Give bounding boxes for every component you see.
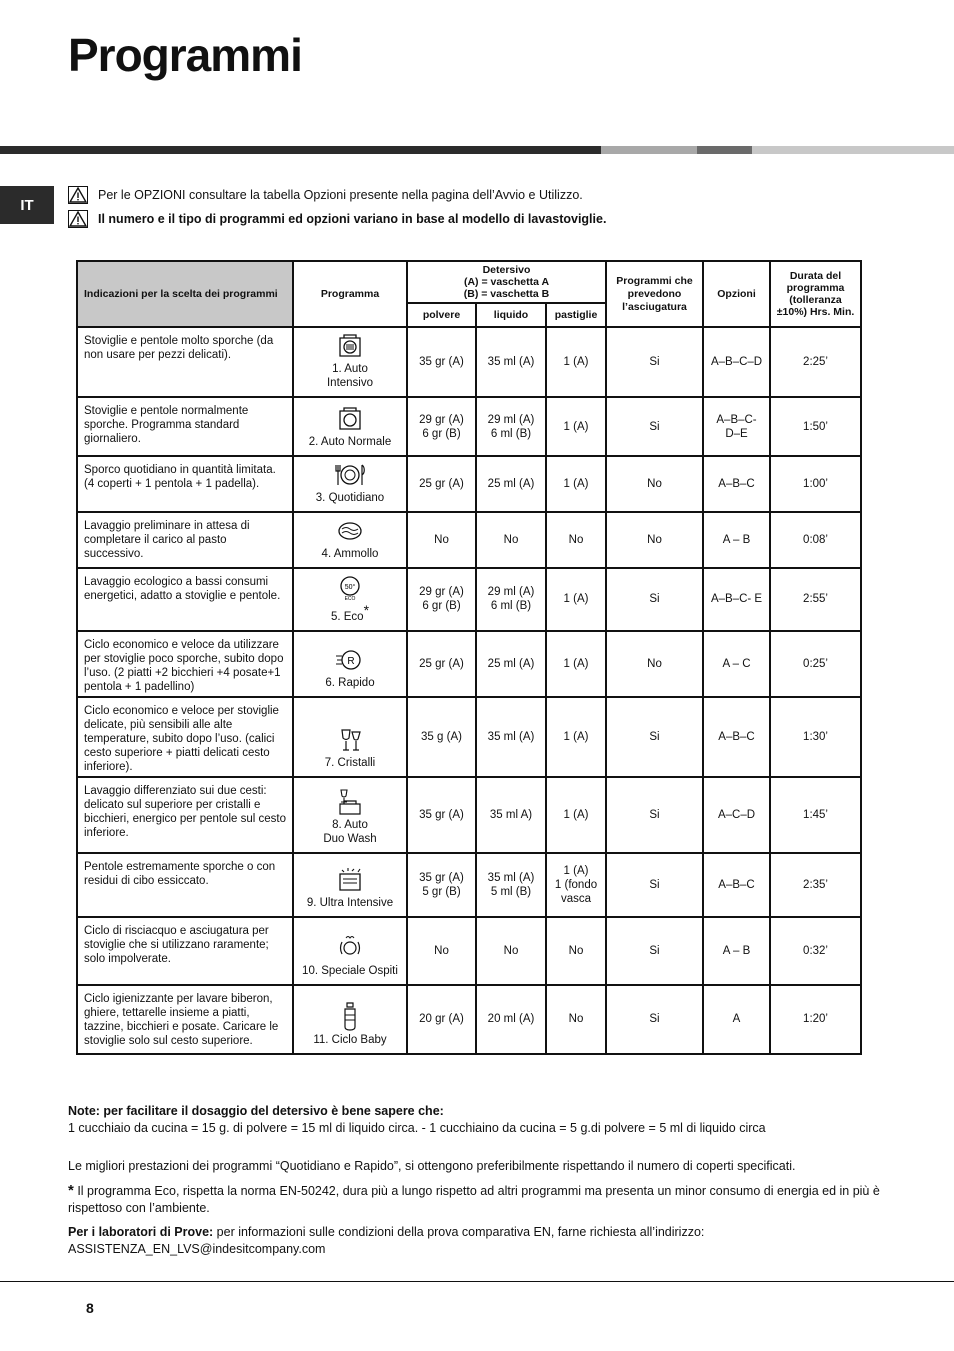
eco-star: * [68, 1182, 74, 1199]
notes-lab-text: per informazioni sulle condizioni della prova comparativa EN, farne richiesta all’indirizzo: [213, 1225, 705, 1239]
program-options: A–B–C- D–E [703, 397, 770, 456]
program-duration: 1:30’ [770, 697, 861, 777]
warning-note-models [68, 210, 606, 228]
header-opzioni: Opzioni [703, 261, 770, 327]
notes-lab [68, 1224, 898, 1258]
program-name-cell [293, 631, 407, 697]
program-duration: 1:45’ [770, 777, 861, 853]
dose-tablet: 1 (A) [546, 568, 606, 631]
dose-liquid: 25 ml (A) [476, 631, 546, 697]
program-description: Ciclo di risciacquo e asciugatura per stoviglie che si utilizzano raramente; solo impolverate. [77, 917, 293, 985]
program-options: A–B–C [703, 697, 770, 777]
notes-block [68, 1103, 898, 1137]
warning-triangle-icon [68, 186, 88, 204]
dose-liquid: 20 ml (A) [476, 985, 546, 1054]
dose-liquid: 35 ml (A) [476, 327, 546, 397]
table-row [77, 397, 861, 456]
program-name-cell [293, 853, 407, 917]
dose-tablet: No [546, 512, 606, 568]
program-name-cell [293, 777, 407, 853]
program-duration: 1:00’ [770, 456, 861, 512]
dose-tablet: 1 (A) [546, 327, 606, 397]
program-name: 7. Cristalli [324, 756, 376, 769]
auto-normal-icon [334, 403, 366, 433]
glass-icon [334, 724, 366, 754]
notes-lab-email: ASSISTENZA_EN_LVS@indesitcompany.com [68, 1242, 326, 1256]
dose-tablet: 1 (A) [546, 697, 606, 777]
duo-wash-icon [334, 786, 366, 816]
dose-powder: 35 gr (A) [407, 327, 476, 397]
program-name-cell [293, 985, 407, 1054]
dose-tablet: 1 (A) [546, 631, 606, 697]
program-name: 1. Auto Intensivo [326, 363, 374, 389]
dose-tablet: 1 (A) [546, 777, 606, 853]
program-name-cell [293, 568, 407, 631]
drying-flag: Si [606, 917, 703, 985]
program-description: Lavaggio differenziato sui due cesti: delicato sul superiore per cristalli e bicchieri, energico per pentole sul cesto inferiore. [77, 777, 293, 853]
dose-powder: 29 gr (A) 6 gr (B) [407, 568, 476, 631]
soak-icon [334, 515, 366, 545]
drying-flag: Si [606, 568, 703, 631]
program-name-cell [293, 917, 407, 985]
program-options: A – B [703, 917, 770, 985]
dose-powder: No [407, 512, 476, 568]
table-row [77, 777, 861, 853]
header-polvere: polvere [407, 303, 476, 327]
dose-tablet: No [546, 985, 606, 1054]
header-bar-darkmid [697, 146, 752, 154]
dose-liquid: 25 ml (A) [476, 456, 546, 512]
guest-icon [334, 932, 366, 962]
dose-powder: 20 gr (A) [407, 985, 476, 1054]
dose-liquid: 35 ml A) [476, 777, 546, 853]
warning-text-options: Per le OPZIONI consultare la tabella Opzioni presente nella pagina dell’Avvio e Utilizzo. [98, 188, 583, 202]
program-description: Stoviglie e pentole molto sporche (da non usare per pezzi delicati). [77, 327, 293, 397]
drying-flag: No [606, 512, 703, 568]
dose-powder: 29 gr (A) 6 gr (B) [407, 397, 476, 456]
table-row [77, 568, 861, 631]
page-number: 8 [86, 1300, 94, 1316]
program-name: 8. Auto Duo Wash [323, 818, 377, 845]
header-bar-light [752, 146, 954, 154]
eco-star-mark: * [363, 602, 370, 618]
header-durata: Durata del programma (tolleranza ±10%) Hrs. Min. [770, 261, 861, 327]
program-description: Pentole estremamente sporche o con residui di cibo essiccato. [77, 853, 293, 917]
drying-flag: Si [606, 853, 703, 917]
dose-liquid: 29 ml (A) 6 ml (B) [476, 568, 546, 631]
eco-icon [334, 571, 366, 601]
program-description: Lavaggio ecologico a bassi consumi energetici, adatto a stoviglie e pentole. [77, 568, 293, 631]
program-name: 9. Ultra Intensive [306, 896, 394, 909]
drying-flag: Si [606, 327, 703, 397]
program-name: 4. Ammollo [321, 548, 379, 560]
program-description: Lavaggio preliminare in attesa di completare il carico al pasto successivo. [77, 512, 293, 568]
drying-flag: Si [606, 777, 703, 853]
ultra-intensive-icon [334, 864, 366, 894]
program-options: A–C–D [703, 777, 770, 853]
dose-powder: 25 gr (A) [407, 456, 476, 512]
dose-liquid: 29 ml (A) 6 ml (B) [476, 397, 546, 456]
notes-dosing: 1 cucchiaio da cucina = 15 g. di polvere = 15 ml di liquido circa. - 1 cucchiaino da cucina = 5 g.di polvere = 5 ml di liquido circa [68, 1121, 766, 1135]
table-row [77, 917, 861, 985]
dose-powder: 35 gr (A) [407, 777, 476, 853]
dose-tablet: 1 (A) [546, 397, 606, 456]
program-options: A–B–C [703, 853, 770, 917]
dose-liquid: No [476, 512, 546, 568]
dose-tablet: 1 (A) 1 (fondo vasca [546, 853, 606, 917]
dose-powder: 25 gr (A) [407, 631, 476, 697]
drying-flag: Si [606, 397, 703, 456]
drying-flag: Si [606, 697, 703, 777]
notes-lab-label: Per i laboratori di Prove: [68, 1225, 214, 1239]
program-options: A – B [703, 512, 770, 568]
dose-liquid: No [476, 917, 546, 985]
program-name: 3. Quotidiano [315, 492, 385, 504]
program-duration: 1:50’ [770, 397, 861, 456]
warning-text-models: Il numero e il tipo di programmi ed opzioni variano in base al modello di lavastoviglie. [98, 212, 607, 226]
programs-table [76, 260, 862, 1055]
program-name-cell [293, 512, 407, 568]
program-name-cell [293, 456, 407, 512]
program-description: Stoviglie e pentole normalmente sporche. Programma standard giornaliero. [77, 397, 293, 456]
svg-text:50°: 50° [344, 584, 356, 591]
header-bar-dark [0, 146, 601, 154]
header-detersivo: Detersivo (A) = vaschetta A (B) = vaschetta B [407, 261, 606, 303]
notes-performance: Le migliori prestazioni dei programmi “Quotidiano e Rapido”, si ottengono preferibilmente rispettando il numero di coperti specificati. [68, 1159, 796, 1173]
dose-liquid: 35 ml (A) 5 ml (B) [476, 853, 546, 917]
dose-powder: 35 gr (A) 5 gr (B) [407, 853, 476, 917]
program-duration: 2:35’ [770, 853, 861, 917]
program-duration: 2:55’ [770, 568, 861, 631]
dose-powder: 35 g (A) [407, 697, 476, 777]
dose-powder: No [407, 917, 476, 985]
table-row [77, 456, 861, 512]
warning-note-options [68, 186, 583, 204]
rapid-icon [334, 644, 366, 674]
notes-eco-text: Il programma Eco, rispetta la norma EN-50242, dura più a lungo rispetto ad altri programmi ma presenta un minor consumo di energia ed in più è rispettoso con l’ambiente. [68, 1184, 880, 1215]
drying-flag: No [606, 456, 703, 512]
program-description: Sporco quotidiano in quantità limitata. (4 coperti + 1 pentola + 1 padella). [77, 456, 293, 512]
program-duration: 1:20’ [770, 985, 861, 1054]
table-row [77, 985, 861, 1054]
svg-text:ECO: ECO [344, 596, 356, 601]
program-options: A–B–C–D [703, 327, 770, 397]
warning-triangle-icon [68, 210, 88, 228]
program-options: A–B–C- E [703, 568, 770, 631]
header-pastiglie: pastiglie [546, 303, 606, 327]
table-row [77, 327, 861, 397]
header-liquido: liquido [476, 303, 546, 327]
language-tab: IT [0, 186, 54, 224]
table-row [77, 512, 861, 568]
dose-tablet: No [546, 917, 606, 985]
footer-rule [0, 1281, 954, 1282]
program-description: Ciclo economico e veloce per stoviglie delicate, più sensibili alle alte temperature, subito dopo l’uso. (calici cesto superiore + piatti delicati cesto inferiore). [77, 697, 293, 777]
notes-heading: Note: per facilitare il dosaggio del detersivo è bene sapere che: [68, 1104, 444, 1118]
program-name-cell [293, 397, 407, 456]
program-name: 10. Speciale Ospiti [302, 964, 398, 977]
drying-flag: No [606, 631, 703, 697]
table-row [77, 631, 861, 697]
table-row [77, 697, 861, 777]
program-options: A–B–C [703, 456, 770, 512]
dose-tablet: 1 (A) [546, 456, 606, 512]
program-description: Ciclo igienizzante per lavare biberon, ghiere, tettarelle insieme a piatti, tazzine, bicchieri e posate. Caricare le stoviglie solo sul cesto superiore. [77, 985, 293, 1054]
program-duration: 0:08’ [770, 512, 861, 568]
program-name: 11. Ciclo Baby [313, 1033, 387, 1046]
dose-liquid: 35 ml (A) [476, 697, 546, 777]
baby-bottle-icon [334, 1001, 366, 1031]
program-options: A – C [703, 631, 770, 697]
daily-icon [334, 459, 366, 489]
program-name-cell [293, 327, 407, 397]
program-name: 2. Auto Normale [308, 436, 392, 448]
program-duration: 0:25’ [770, 631, 861, 697]
program-name: 5. Eco [330, 610, 364, 623]
program-duration: 2:25’ [770, 327, 861, 397]
program-name-cell [293, 697, 407, 777]
header-bar-mid [601, 146, 697, 154]
page-title: Programmi [68, 29, 302, 81]
header-asciugatura: Programmi che prevedono l’asciugatura [606, 261, 703, 327]
drying-flag: Si [606, 985, 703, 1054]
notes-eco [68, 1182, 898, 1217]
table-row [77, 853, 861, 917]
program-duration: 0:32’ [770, 917, 861, 985]
program-description: Ciclo economico e veloce da utilizzare per stoviglie poco sporche, subito dopo l’uso. (2 piatti +2 bicchieri +4 posate+1 pentola + 1 padellino) [77, 631, 293, 697]
program-name: 6. Rapido [325, 676, 375, 689]
program-options: A [703, 985, 770, 1054]
header-programma: Programma [293, 261, 407, 327]
auto-intensive-icon [334, 330, 366, 360]
svg-text:R: R [347, 655, 355, 667]
header-indicazioni: Indicazioni per la scelta dei programmi [77, 261, 293, 327]
